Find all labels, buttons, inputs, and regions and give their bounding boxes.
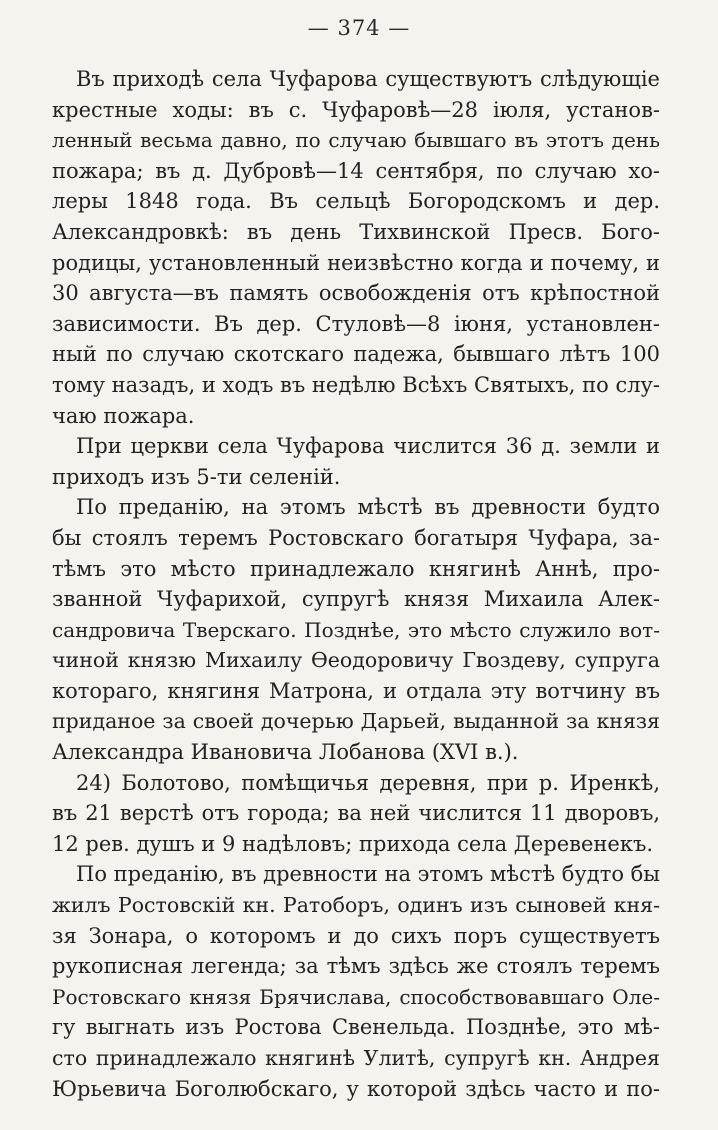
text-line: 12 рев. душъ и 9 надѣловъ; прихода села Деревенекъ. [52, 831, 654, 856]
text-line: званной Чуфарихой, супругѣ князя Михаила Алек- [52, 587, 660, 612]
text-line: чиной князю Михаилу Ѳеодоровичу Гвоздеву, супруга [52, 648, 660, 673]
text-line: рукописная легенда; за тѣмъ здѣсь же стоялъ теремъ [52, 954, 660, 979]
text-line: жилъ Ростовскій кн. Ратоборъ, одинъ изъ сыновей кня- [52, 893, 660, 918]
text-line: крестные ходы: въ с. Чуфаровѣ—28 іюля, установ- [52, 97, 660, 122]
text-line: ленный весьма давно, по случаю бывшаго въ этотъ день [52, 128, 660, 153]
text-line: По преданію, въ древности на этомъ мѣстѣ будто бы [76, 862, 660, 887]
text-line: въ 21 верстѣ отъ города; ва ней числится 11 дворовъ, [52, 801, 660, 826]
text-line: котораго, княгиня Матрона, и отдала эту вотчину въ [52, 678, 660, 703]
text-line: Юрьевича Боголюбскаго, у которой здѣсь часто и по- [52, 1076, 660, 1101]
text-line: приданое за своей дочерью Дарьей, выданной за князя [52, 709, 660, 734]
text-line: зависимости. Въ дер. Стуловѣ—8 іюня, установлен- [52, 311, 660, 336]
page-number: — 374 — [307, 16, 411, 40]
text-line: Въ приходѣ села Чуфарова существуютъ слѣдующіе [76, 67, 660, 91]
text-line: сандровича Тверскаго. Позднѣе, это мѣсто служило вот- [52, 617, 660, 642]
text-line: родицы, установленный неизвѣстно когда и почему, и [52, 250, 660, 275]
text-line: приходъ изъ 5-ти селеній. [52, 464, 341, 489]
text-line: тѣмъ это мѣсто принадлежало княгинѣ Аннѣ, про- [52, 556, 660, 581]
text-line: По преданію, на этомъ мѣстѣ въ древности будто [76, 495, 660, 520]
text-line: 24) Болотово, помѣщичья деревня, при р. Иренкѣ, [76, 770, 660, 795]
text-line: Ростовскаго князя Брячислава, способствовавшаго Оле- [52, 984, 660, 1009]
text-line: Александровкѣ: въ день Тихвинской Пресв. Бого- [52, 219, 660, 244]
text-line: тому назадъ, и ходъ въ недѣлю Всѣхъ Святыхъ, по слу- [52, 372, 660, 397]
text-line: бы стоялъ теремъ Ростовскаго богатыря Чуфара, за- [52, 525, 660, 550]
text-line: ный по случаю скотскаго падежа, бывшаго лѣтъ 100 [52, 342, 660, 367]
text-line: При церкви села Чуфарова числится 36 д. земли и [76, 434, 660, 459]
text-line: зя Зонара, о которомъ и до сихъ поръ существуетъ [52, 923, 660, 948]
text-line: 30 августа—въ память освобожденія отъ крѣпостной [52, 281, 660, 306]
body-text [52, 64, 660, 1104]
text-line: гу выгнать изъ Ростова Свенельда. Позднѣе, это мѣ- [52, 1015, 660, 1040]
text-line: пожара; въ д. Дубровѣ—14 сентября, по случаю хо- [52, 158, 660, 183]
text-line: Александра Ивановича Лобанова (XVI в.). [52, 740, 519, 765]
text-line: чаю пожара. [52, 403, 195, 428]
text-line: сто принадлежало княгинѣ Улитѣ, супругѣ кн. Андрея [52, 1046, 660, 1070]
text-line: леры 1848 года. Въ сельцѣ Богородскомъ и дер. [52, 189, 660, 214]
